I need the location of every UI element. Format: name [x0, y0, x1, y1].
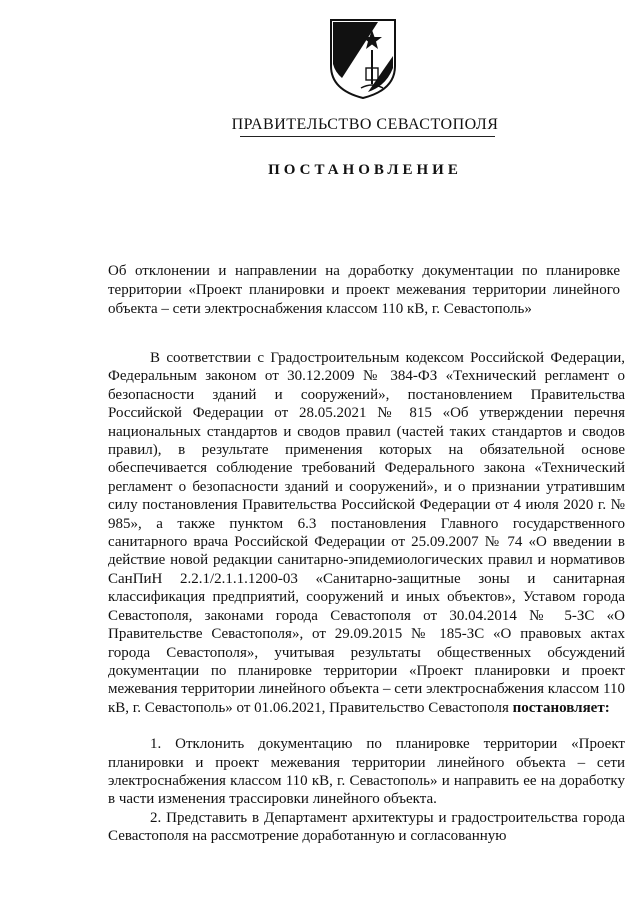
organization-underline — [240, 136, 495, 137]
preamble-paragraph — [108, 349, 625, 717]
resolves-word: постановляет: — [512, 699, 610, 716]
organization-name: ПРАВИТЕЛЬСТВО СЕВАСТОПОЛЯ — [231, 116, 499, 133]
item-2: 2. Представить в Департамент архитектуры и градостроительства города Севастополя на рассмотрение доработанную и согласованную — [108, 809, 625, 845]
document-type: ПОСТАНОВЛЕНИЕ — [268, 162, 462, 178]
preamble-text: В соответствии с Градостроительным кодексом Российской Федерации, Федеральным законом от 30.12.2009 № 384-ФЗ «Технический регламент о безопасности зданий и сооружений», постановлением Правительства Российской Федерации от 28.05.2021 № 815 «Об утверждении перечня национальных стандартов и сводов правил (частей таких стандартов и сводов правил), в результате применения которых на обязательной основе обеспечивается соблюдение требований Федерального закона «Технический регламент о безопасности зданий и сооружений», и о признании утратившим силу постановления Правительства Российской Федерации от 4 июля 2020 г. № 985», а также пунктом 6.3 постановления Главного государственного санитарного врача Российской Федерации от 25.09.2007 № 74 «О введении в действие новой редакции санитарно-эпидемиологических правил и нормативов СанПиН 2.2.1/2.1.1.1200-03 «Санитарно-защитные зоны и санитарная классификация предприятий, сооружений и иных объектов», Уставом города Севастополя, законами города Севастополя от 30.04.2014 № 5-ЗС «О Правительстве Севастополя», от 29.09.2015 № 185-ЗС «О правовых актах города Севастополя», учитывая результаты общественных обсуждений документации по планировке территории «Проект планировки и проект межевания территории линейного объекта – сети электроснабжения классом 110 кВ, г. Севастополь» от 01.06.2021, Правительство Севастополя — [108, 350, 625, 716]
document-subject: Об отклонении и направлении на доработку документации по планировке территории «Проект планировки и проект межевания территории линейного объекта – сети электроснабжения классом 110 кВ, г. Севастополь» — [108, 263, 620, 317]
item-1: 1. Отклонить документацию по планировке территории «Проект планировки и проект межевания территории линейного объекта – сети электроснабжения классом 110 кВ, г. Севастополь» и направить ее на доработку в части изменения трассировки линейного объекта. — [108, 736, 625, 808]
coat-of-arms-icon — [328, 16, 398, 100]
document-body — [108, 349, 625, 846]
